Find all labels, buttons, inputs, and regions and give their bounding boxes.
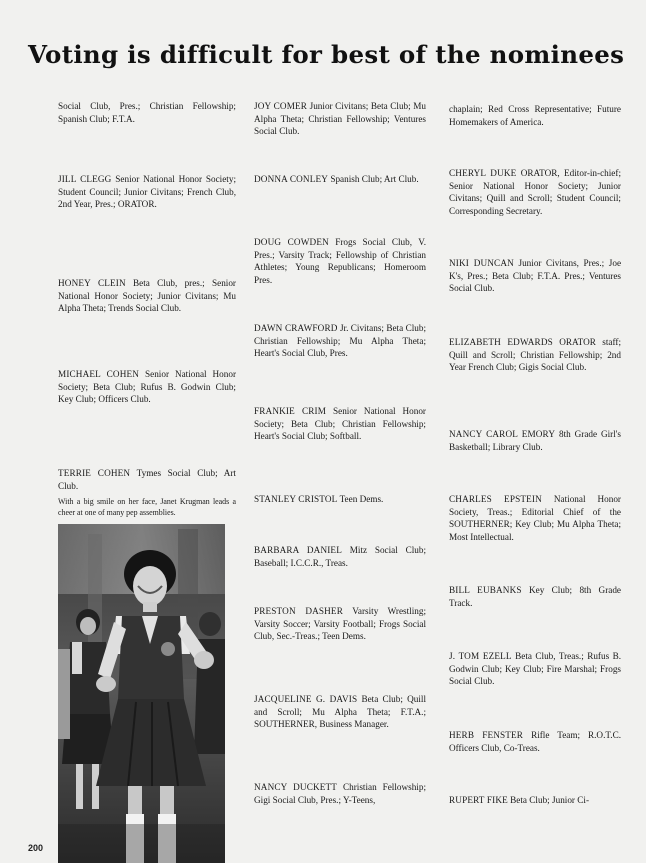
nominee-activities: Spanish Club; Art Club. — [330, 174, 419, 184]
nominee-name: CHERYL DUKE — [449, 168, 517, 178]
nominee-activities: Jr. Civitans; Beta Club; Christian Fellowship; Mu Alpha Theta; Heart's Social Club, Pres. — [254, 323, 426, 359]
nominee-entry — [449, 729, 621, 754]
nominee-name: BILL EUBANKS — [449, 585, 522, 595]
nominee-name: BARBARA DANIEL — [254, 545, 342, 555]
nominee-entry — [254, 322, 426, 360]
nominee-name: HERB FENSTER — [449, 730, 524, 740]
nominee-entry — [254, 544, 426, 569]
nominee-entry — [449, 650, 621, 688]
nominee-activities: Christian Fellowship; Gigi Social Club, Pres.; Y-Teens, — [254, 782, 426, 805]
nominee-entry — [58, 173, 236, 211]
nominee-entry — [254, 781, 426, 806]
nominee-name: RUPERT FIKE — [449, 795, 508, 805]
nominee-name: NANCY DUCKETT — [254, 782, 338, 792]
nominee-entry — [449, 584, 621, 609]
nominee-activities: Mitz Social Club; Baseball; I.C.C.R., Treas. — [254, 545, 426, 568]
nominee-activities: National Honor Society, Treas.; Editorial Chief of the SOUTHERNER; Key Club; Mu Alpha Theta; Most Intellectual. — [449, 494, 621, 542]
page-number: 200 — [28, 843, 44, 853]
nominee-activities: Beta Club; Quill and Scroll; Mu Alpha Theta; F.T.A.; SOUTHERNER, Business Manager. — [254, 694, 427, 730]
nominee-name: DONNA CONLEY — [254, 174, 329, 184]
nominee-activities: Social Club, Pres.; Christian Fellowship; Spanish Club; F.T.A. — [58, 101, 236, 124]
nominee-name: J. TOM EZELL — [449, 651, 512, 661]
nominee-activities: Tymes Social Club; Art Club. — [58, 468, 236, 491]
nominee-entry — [58, 100, 236, 125]
nominee-entry — [254, 605, 426, 643]
nominee-activities: ORATOR, Editor-in-chief; Senior National Honor Society; Junior Civitans; Quill and Scroll; Student Council; Corresponding Secretary. — [449, 168, 621, 216]
nominee-activities: chaplain; Red Cross Representative; Future Homemakers of America. — [449, 104, 621, 127]
nominee-activities: Key Club; 8th Grade Track. — [449, 585, 621, 608]
nominee-activities: Junior Civitans; Beta Club; Mu Alpha Theta; Christian Fellowship; Ventures Social Club. — [254, 101, 427, 137]
nominee-name: DAWN CRAWFORD — [254, 323, 338, 333]
nominee-activities: Beta Club, Treas.; Rufus B. Godwin Club; Key Club; Fire Marshal; Frogs Social Club. — [449, 651, 621, 687]
nominee-name: CHARLES EPSTEIN — [449, 494, 542, 504]
nominee-name: FRANKIE CRIM — [254, 406, 327, 416]
nominee-entry — [449, 428, 621, 453]
nominee-activities: Rifle Team; R.O.T.C. Officers Club, Co-Treas. — [449, 730, 622, 753]
nominee-activities: Junior Civitans, Pres.; Joe K's, Pres.; Beta Club; F.T.A. Pres.; Ventures Social Club. — [449, 258, 622, 294]
nominee-name: JILL CLEGG — [58, 174, 112, 184]
nominee-name: JOY COMER — [254, 101, 308, 111]
nominee-entry — [254, 493, 426, 506]
nominee-entry — [58, 277, 236, 315]
nominee-activities: Senior National Honor Society; Beta Club; Rufus B. Godwin Club; Key Club; Officers Club. — [58, 369, 237, 405]
nominee-activities: Beta Club, pres.; Senior National Honor Society; Junior Civitans; Mu Alpha Theta; Trends Social Club. — [58, 278, 236, 314]
cheerleader-photo — [58, 524, 225, 863]
nominee-name: NANCY CAROL EMORY — [449, 429, 556, 439]
nominee-name: STANLEY CRISTOL — [254, 494, 338, 504]
nominee-entry — [58, 368, 236, 406]
nominee-entry — [58, 467, 236, 492]
nominee-name: NIKI DUNCAN — [449, 258, 514, 268]
nominee-entry — [449, 167, 621, 217]
nominee-activities: 8th Grade Girl's Basketball; Library Club. — [449, 429, 621, 452]
nominee-entry — [449, 336, 621, 374]
nominee-activities: Teen Dems. — [339, 494, 384, 504]
nominee-entry — [449, 794, 621, 807]
photo-caption: With a big smile on her face, Janet Krugman leads a cheer at one of many pep assemblies. — [58, 497, 236, 517]
nominee-entry — [449, 103, 621, 128]
nominee-entry — [254, 405, 426, 443]
nominee-activities: Beta Club; Junior Ci- — [510, 795, 590, 805]
nominee-name: TERRIE COHEN — [58, 468, 131, 478]
nominee-activities: Frogs Social Club, V. Pres.; Varsity Track; Fellowship of Christian Athletes; Young Republicans; Homeroom Pres. — [254, 237, 426, 285]
nominee-activities: Senior National Honor Society; Beta Club; Christian Fellowship; Heart's Social Club; Softball. — [254, 406, 426, 442]
nominee-name: JACQUELINE G. DAVIS — [254, 694, 358, 704]
nominee-entry — [254, 236, 426, 286]
nominee-entry — [449, 257, 621, 295]
nominee-entry — [254, 173, 426, 186]
nominee-activities: ORATOR staff; Quill and Scroll; Christian Fellowship; 2nd Year French Club; Gigis Social Club. — [449, 337, 621, 373]
nominee-name: PRESTON DASHER — [254, 606, 343, 616]
nominee-name: ELIZABETH EDWARDS — [449, 337, 553, 347]
nominee-entry — [254, 693, 426, 731]
nominee-entry — [449, 493, 621, 543]
nominee-name: DOUG COWDEN — [254, 237, 329, 247]
nominee-entry — [254, 100, 426, 138]
page-title: Voting is difficult for best of the nominees — [28, 40, 625, 69]
nominee-activities: Varsity Wrestling; Varsity Soccer; Varsity Football; Frogs Social Club, Sec.-Treas.; Teen Dems. — [254, 606, 427, 642]
nominee-activities: Senior National Honor Society; Student Council; Junior Civitans; French Club, 2nd Year, Pres.; ORATOR. — [58, 174, 236, 210]
nominee-name: HONEY CLEIN — [58, 278, 126, 288]
nominee-name: MICHAEL COHEN — [58, 369, 140, 379]
